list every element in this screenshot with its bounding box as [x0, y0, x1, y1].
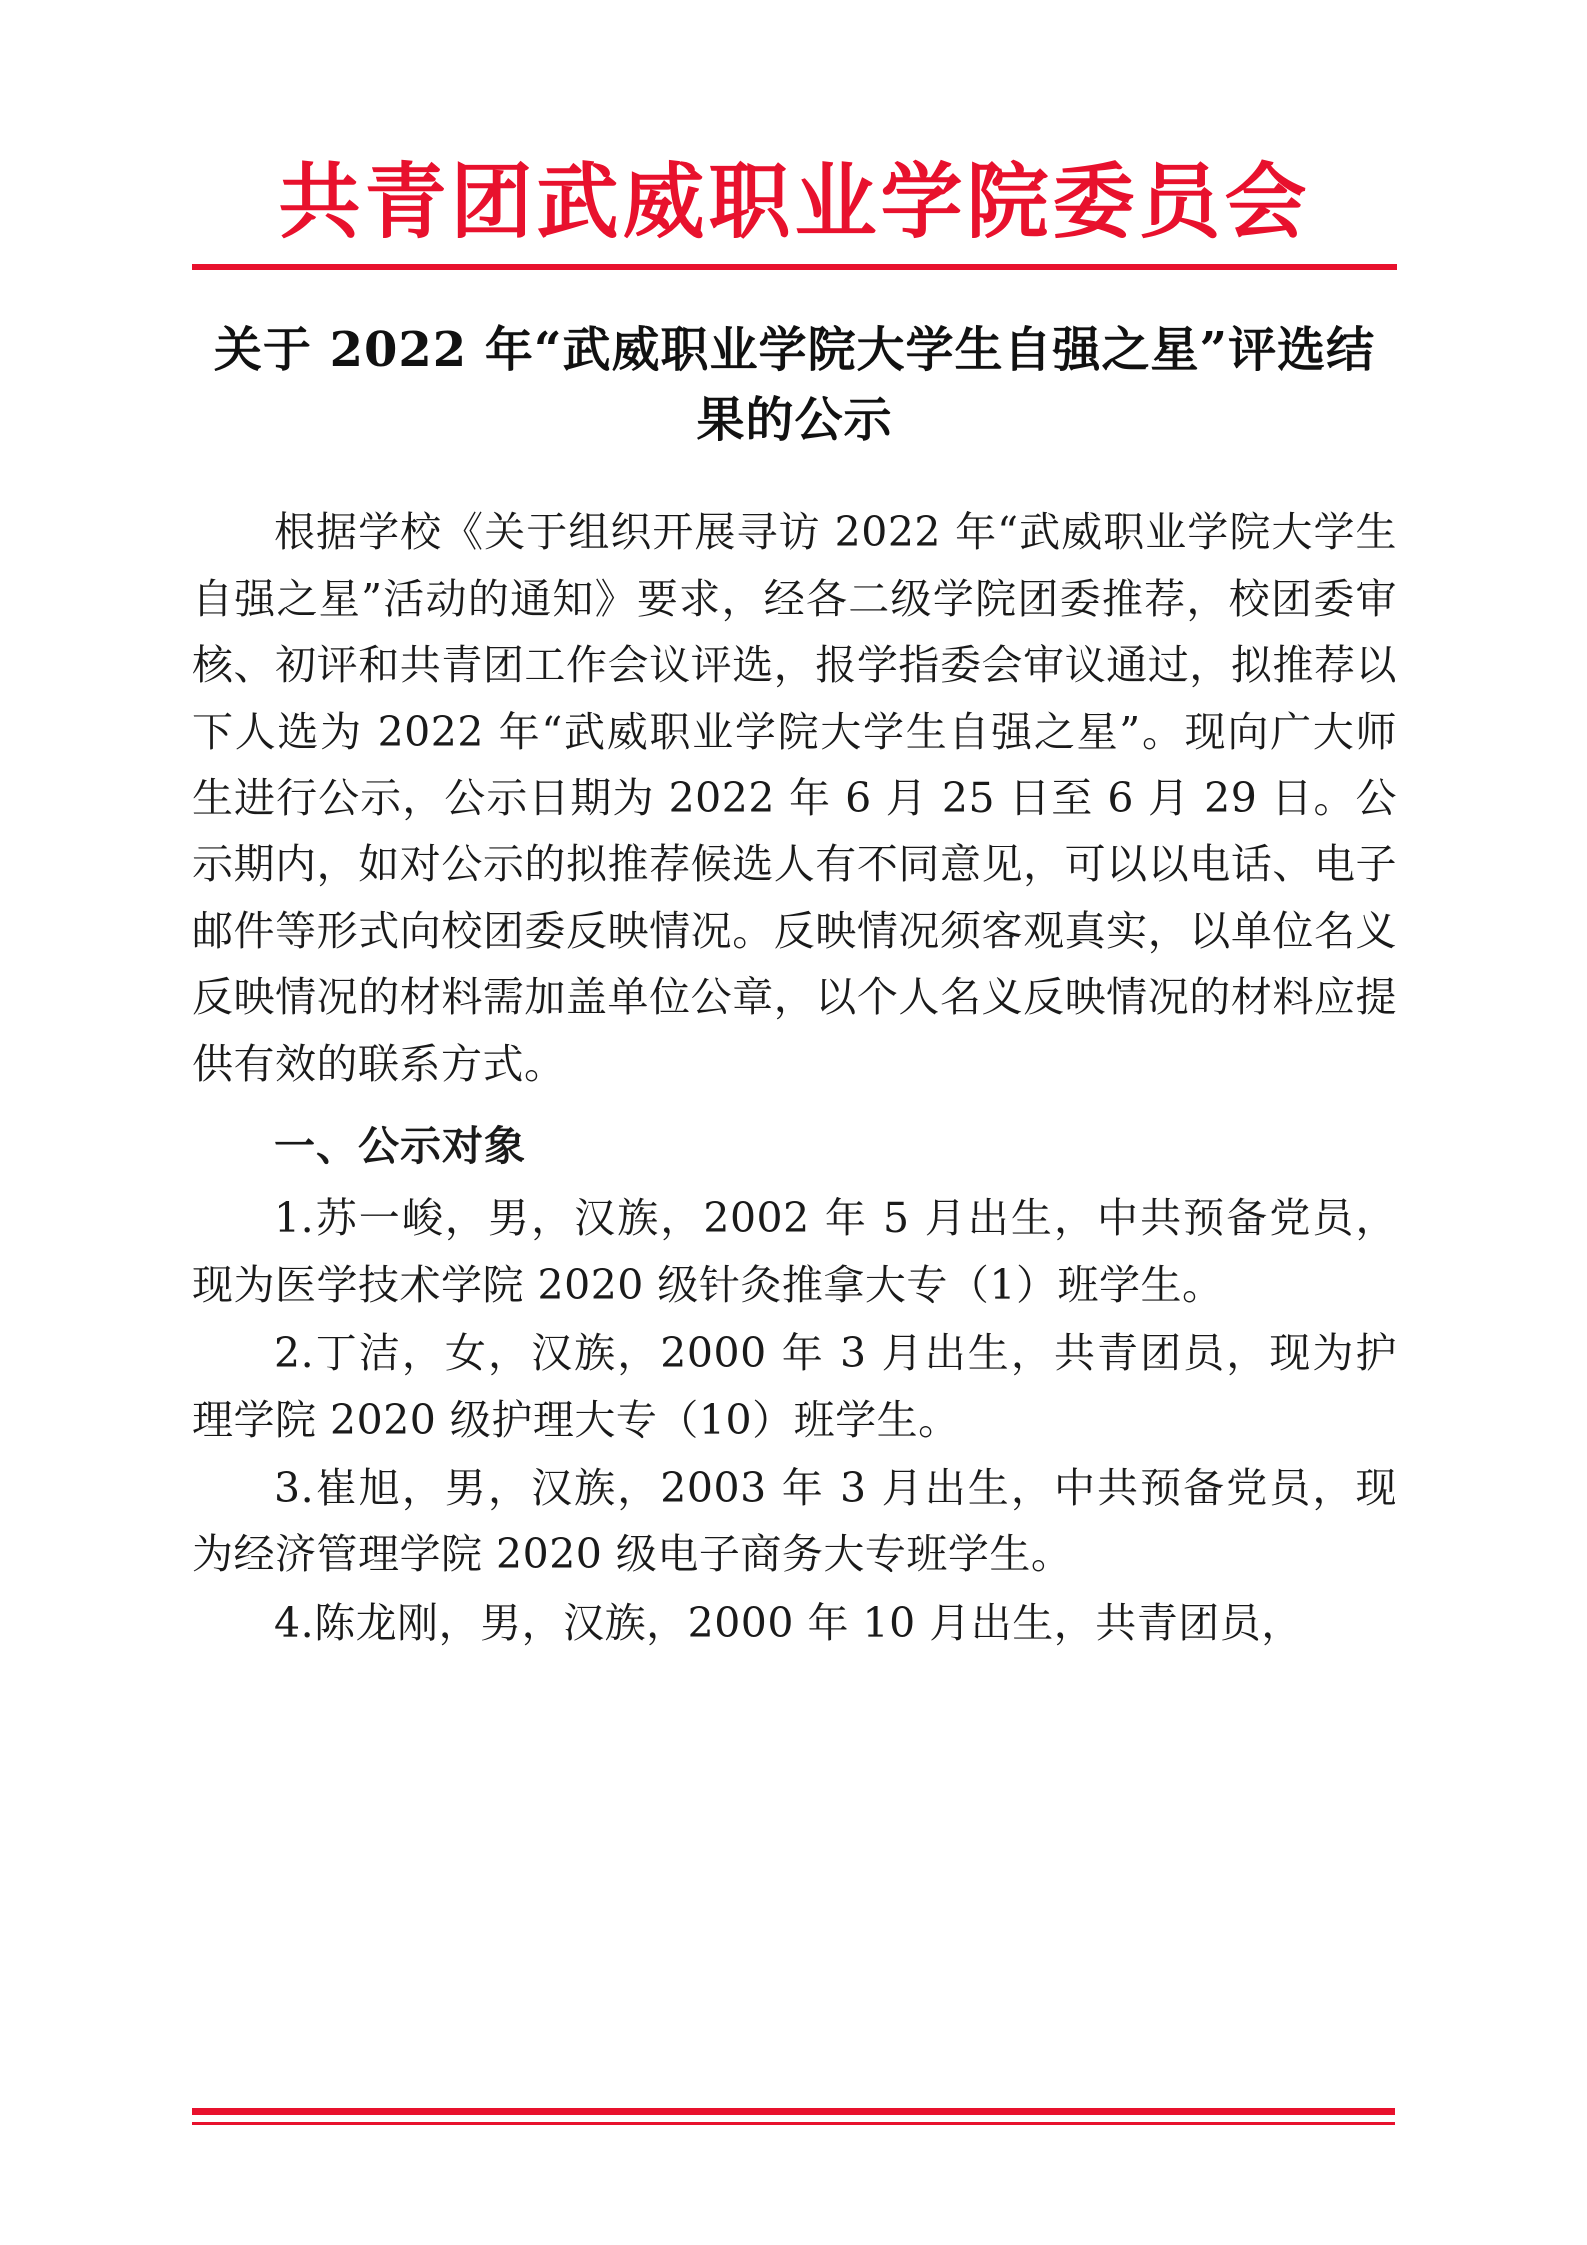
letterhead-organization: 共青团武威职业学院委员会 — [278, 155, 1311, 250]
list-item: 2.丁洁，女，汉族，2000 年 3 月出生，共青团员，现为护理学院 2020 级护理大专（10）班学生。 — [192, 1329, 1397, 1444]
footer-rule-thick — [192, 2108, 1395, 2115]
list-item: 4.陈龙刚，男，汉族，2000 年 10 月出生，共青团员， — [274, 1598, 1303, 1647]
page-title: 关于 2022 年“武威职业学院大学生自强之星”评选结果的公示 — [213, 322, 1376, 448]
footer-rule-group — [192, 2108, 1395, 2125]
footer-rule-thin — [192, 2122, 1395, 2125]
list-item: 3.崔旭，男，汉族，2003 年 3 月出生，中共预备党员，现为经济管理学院 2020 级电子商务大专班学生。 — [192, 1463, 1397, 1579]
section-heading-one: 一、公示对象 — [274, 1121, 526, 1170]
body-paragraph: 根据学校《关于组织开展寻访 2022 年“武威职业学院大学生自强之星”活动的通知》要求，经各二级学院团委推荐，校团委审核、初评和共青团工作会议评选，报学指委会审议通过，拟推荐以下人选为 2022 年“武威职业学院大学生自强之星”。现向广大师生进行公示，公示日期为 2022 年 6 月 25 日至 6 月 29 日。公示期内，如对公示的拟推荐候选人有不同意见，可以以电话、电子邮件等形式向校团委反映情况。反映情况须客观真实，以单位名义反映情况的材料需加盖单位公章，以个人名义反映情况的材料应提供有效的联系方式。 — [192, 508, 1397, 1088]
letterhead-divider-rule — [192, 264, 1397, 270]
document-content — [192, 150, 1397, 1658]
list-item: 1.苏一峻，男，汉族，2002 年 5 月出生，中共预备党员，现为医学技术学院 2020 级针灸推拿大专（1）班学生。 — [192, 1194, 1397, 1309]
